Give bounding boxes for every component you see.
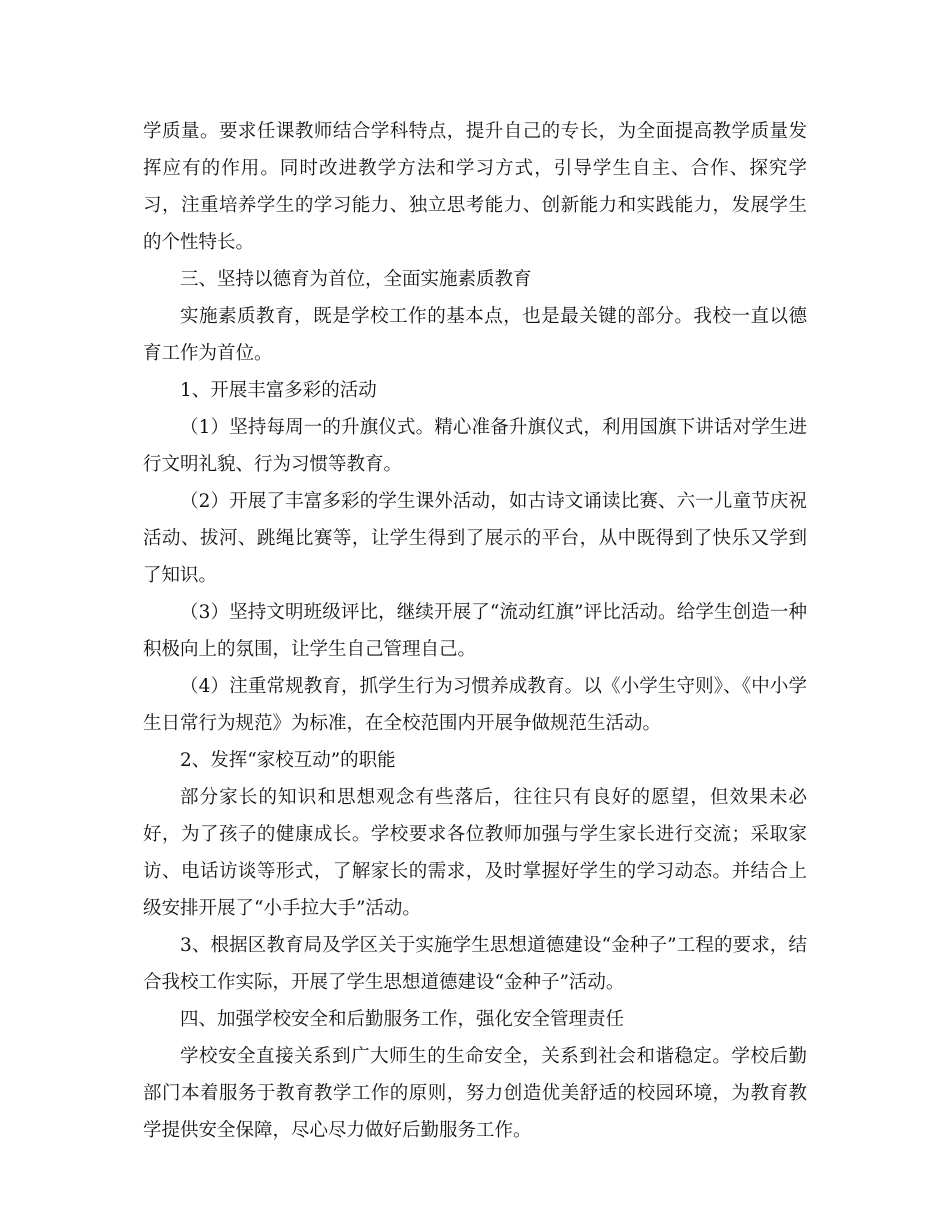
- paragraph-continuation: 学质量。要求任课教师结合学科特点，提升自己的专长，为全面提高教学质量发挥应有的作用。同时改进教学方法和学习方式，引导学生自主、合作、探究学习，注重培养学生的学习能力、独立思考能力、创新能力和实践能力，发展学生的个性特长。: [143, 121, 807, 253]
- list-item-1: （1）坚持每周一的升旗仪式。精心准备升旗仪式，利用国旗下讲话对学生进行文明礼貌、行为习惯等教育。: [143, 417, 807, 475]
- section-heading-4: 四、加强学校安全和后勤服务工作，强化安全管理责任: [180, 1009, 625, 1030]
- section-heading-3: 三、坚持以德育为首位，全面实施素质教育: [180, 269, 532, 290]
- paragraph: 学校安全直接关系到广大师生的生命安全，关系到社会和谐稳定。学校后勤部门本着服务于教育教学工作的原则，努力创造优美舒适的校园环境，为教育教学提供安全保障，尽心尽力做好后勤服务工作。: [143, 1046, 807, 1141]
- subheading-2: 2、发挥“家校互动”的职能: [180, 750, 396, 771]
- list-item-4: （4）注重常规教育，抓学生行为习惯养成教育。以《小学生守则》、《中小学生日常行为规范》为标准，在全校范围内开展争做规范生活动。: [143, 676, 807, 734]
- document-body: [143, 113, 807, 1149]
- subheading-1: 1、开展丰富多彩的活动: [180, 380, 377, 401]
- list-item-3: （3）坚持文明班级评比，继续开展了“流动红旗”评比活动。给学生创造一种积极向上的氛围，让学生自己管理自己。: [143, 602, 807, 660]
- paragraph: 部分家长的知识和思想观念有些落后，往往只有良好的愿望，但效果未必好，为了孩子的健康成长。学校要求各位教师加强与学生家长进行交流；采取家访、电话访谈等形式，了解家长的需求，及时掌握好学生的学习动态。并结合上级安排开展了“小手拉大手”活动。: [143, 787, 807, 919]
- subheading-3-paragraph: 3、根据区教育局及学区关于实施学生思想道德建设“金种子”工程的要求，结合我校工作实际，开展了学生思想道德建设“金种子”活动。: [143, 935, 807, 993]
- paragraph: 实施素质教育，既是学校工作的基本点，也是最关键的部分。我校一直以德育工作为首位。: [143, 306, 807, 364]
- list-item-2: （2）开展了丰富多彩的学生课外活动，如古诗文诵读比赛、六一儿童节庆祝活动、拔河、跳绳比赛等，让学生得到了展示的平台，从中既得到了快乐又学到了知识。: [143, 491, 807, 586]
